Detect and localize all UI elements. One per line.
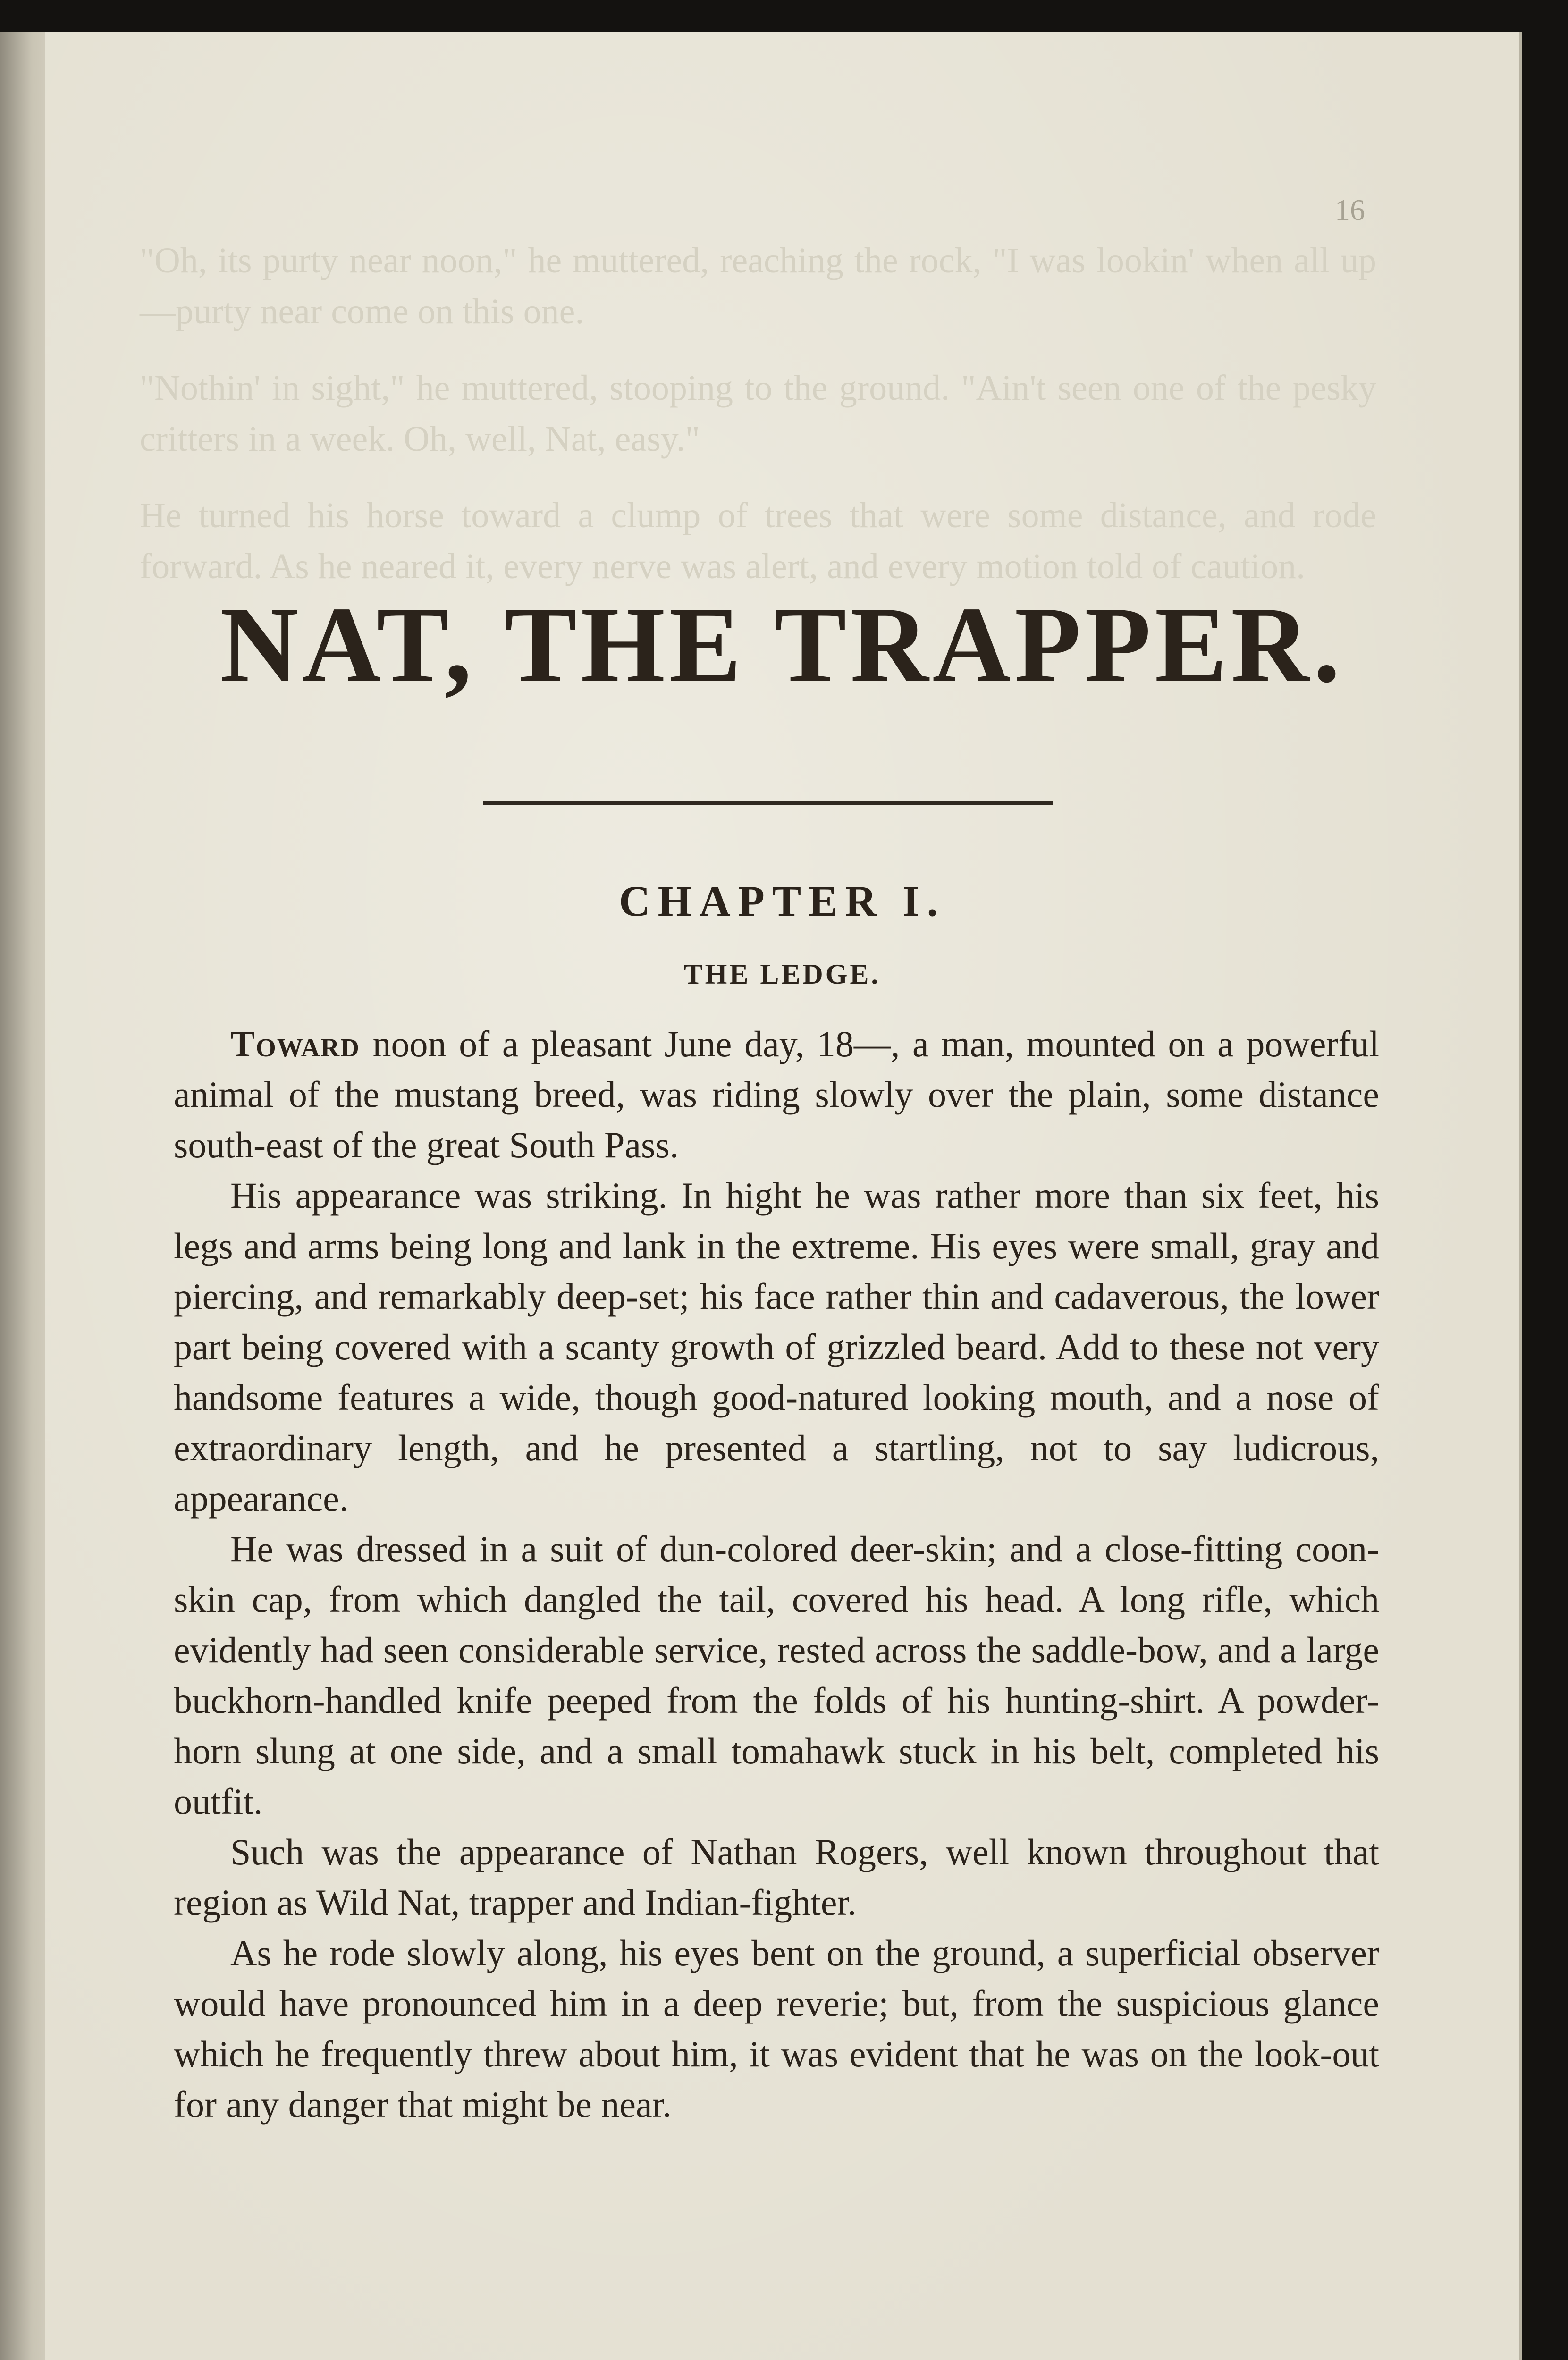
show-through-line: "Oh, its purty near noon," he muttered, reaching the rock, "I was lookin' when all up—purty near come on this one. bbox=[140, 241, 1376, 331]
paragraph-text: He was dressed in a suit of dun-colored deer-skin; and a close-fitting coon-skin cap, from which dangled the tail, covered his head. A long rifle, which evidently had seen considerable service, rested across the saddle-bow, and a large buckhorn-handled knife peeped from the folds of his hunting-shirt. A powder-horn slung at one side, and a small tomahawk stuck in his belt, completed his outfit. bbox=[174, 1528, 1379, 1822]
paragraph bbox=[174, 1019, 1379, 1170]
paragraph bbox=[174, 1928, 1379, 2130]
paragraph-text: noon of a pleasant June day, 18—, a man, mounted on a powerful animal of the mustang breed, was riding slowly over the plain, some distance south-east of the great South Pass. bbox=[174, 1023, 1379, 1165]
paragraph-text: His appearance was striking. In hight he was rather more than six feet, his legs and arms being long and lank in the extreme. His eyes were small, gray and piercing, and remarkably deep-set; his face rather thin and cadaverous, the lower part being covered with a scanty growth of grizzled beard. Add to these not very handsome features a wide, though good-natured looking mouth, and a nose of extraordinary length, and he presented a startling, not to say ludicrous, appearance. bbox=[174, 1175, 1379, 1519]
paragraph bbox=[174, 1170, 1379, 1524]
title-rule bbox=[483, 801, 1053, 805]
lead-word: Toward bbox=[230, 1023, 360, 1064]
show-through-text bbox=[140, 235, 1376, 617]
show-through-line: He turned his horse toward a clump of trees that were some distance, and rode forward. As he neared it, every nerve was alert, and every motion told of caution. bbox=[140, 496, 1376, 586]
paragraph-text: As he rode slowly along, his eyes bent on the ground, a superficial observer would have pronounced him in a deep reverie; but, from the suspicious glance which he frequently threw about him, it was evident that he was on the look-out for any danger that might be near. bbox=[174, 1932, 1379, 2125]
show-through-line: "Nothin' in sight," he muttered, stooping to the ground. "Ain't seen one of the pesky critters in a week. Oh, well, Nat, easy." bbox=[140, 368, 1376, 459]
book-page bbox=[45, 32, 1522, 2360]
page-title: NAT, THE TRAPPER. bbox=[220, 584, 1344, 705]
show-through-page-number: 16 bbox=[1335, 193, 1365, 227]
paragraph bbox=[174, 1827, 1379, 1928]
paragraph-text: Such was the appearance of Nathan Rogers, well known throughout that region as Wild Nat, trapper and Indian-fighter. bbox=[174, 1831, 1379, 1923]
body-text bbox=[174, 1019, 1379, 2130]
chapter-heading: CHAPTER I. bbox=[619, 877, 945, 925]
paragraph bbox=[174, 1524, 1379, 1827]
chapter-subheading: THE LEDGE. bbox=[683, 959, 881, 990]
